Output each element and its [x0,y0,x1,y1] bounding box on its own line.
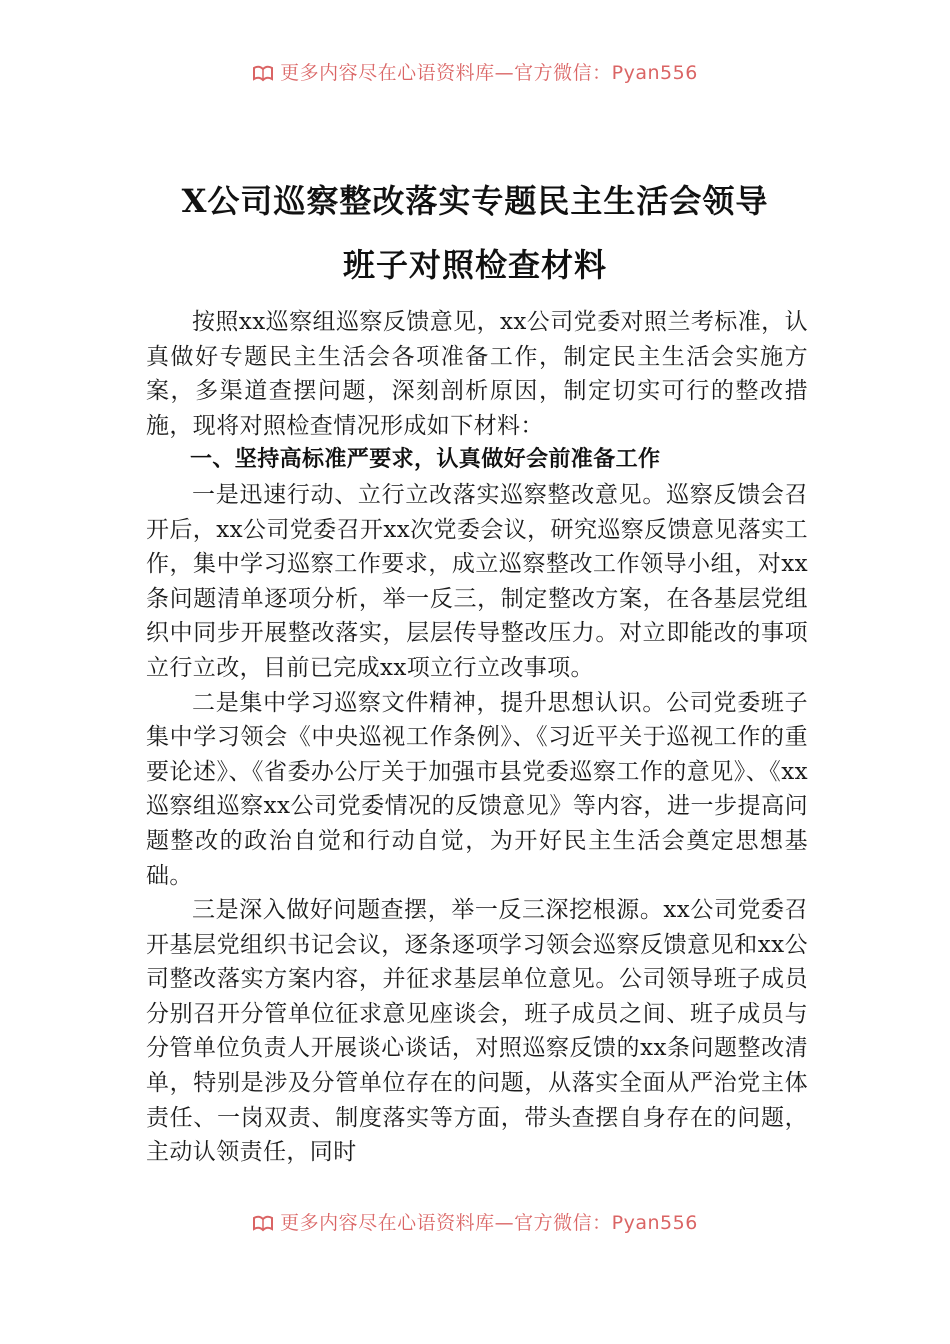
book-logo-icon [252,64,274,82]
section-heading: 一、坚持高标准严要求，认真做好会前准备工作 [190,447,661,473]
paragraph-lead: 一是迅速行动、立行立改落实巡察整改意见。 [192,481,667,508]
watermark-text: 更多内容尽在心语资料库—官方微信：Pyan556 [280,1212,698,1234]
paragraph-lead: 二是集中学习巡察文件精神，提升思想认识。 [192,689,667,716]
paragraph-item-1 [146,478,808,686]
paragraph-item-2 [146,686,808,894]
paragraph-text: 巡察反馈会召开后，xx公司党委召开xx次党委会议，研究巡察反馈意见落实工作，集中学习巡察工作要求，成立巡察整改工作领导小组，对xx条问题清单逐项分析，举一反三，制定整改方案，在各基层党组织中同步开展整改落实，层层传导整改压力。对立即能改的事项立行立改，目前已完成xx项立行立改事项。 [146,481,808,681]
watermark-text: 更多内容尽在心语资料库—官方微信：Pyan556 [280,62,698,84]
paragraph-text: 按照xx巡察组巡察反馈意见，xx公司党委对照兰考标准，认真做好专题民主生活会各项准备工作，制定民主生活会实施方案，多渠道查摆问题，深刻剖析原因，制定切实可行的整改措施，现将对照检查情况形成如下材料： [146,309,808,439]
document-title-line-2: 班子对照检查材料 [342,246,607,284]
paragraph-item-3 [146,893,808,1170]
paragraph-lead: 三是深入做好问题查摆，举一反三深挖根源。 [192,897,664,924]
document-body [146,305,808,1170]
book-logo-icon [252,1214,274,1232]
paragraph-text: xx公司党委召开基层党组织书记会议，逐条逐项学习领会巡察反馈意见和xx公司整改落实方案内容，并征求基层单位意见。公司领导班子成员分别召开分管单位征求意见座谈会，班子成员之间、班子成员与分管单位负责人开展谈心谈话，对照巡察反馈的xx条问题整改清单，特别是涉及分管单位存在的问题，从落实全面从严治党主体责任、一岗双责、制度落实等方面，带头查摆自身存在的问题，主动认领责任，同时 [146,897,808,1166]
watermark-top [0,58,950,85]
intro-paragraph [146,305,808,443]
watermark-bottom [0,1208,950,1235]
paragraph-text: 公司党委班子集中学习领会《中央巡视工作条例》、《习近平关于巡视工作的重要论述》、《省委办公厅关于加强市县党委巡察工作的意见》、《xx巡察组巡察xx公司党委情况的反馈意见》等内容，进一步提高问题整改的政治自觉和行动自觉，为开好民主生活会奠定思想基础。 [146,689,808,889]
document-title-line-1: X公司巡察整改落实专题民主生活会领导 [181,182,769,220]
